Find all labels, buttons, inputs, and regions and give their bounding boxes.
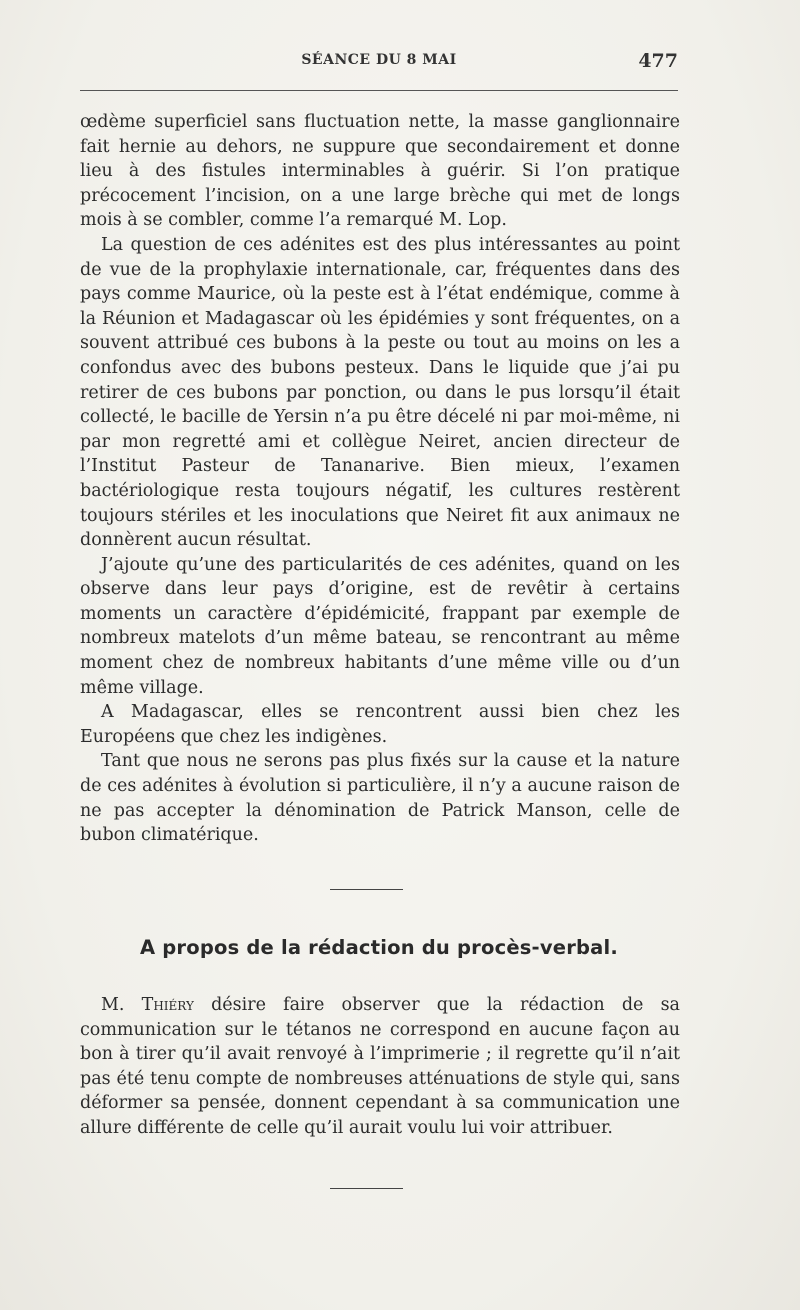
speaker-name: M. Thiéry [101,995,194,1015]
section-divider [330,889,403,890]
paragraph [80,993,680,1141]
paragraph: œdème superficiel sans fluctuation nette, la masse ganglionnaire fait hernie au dehors, ne suppure que secondairement et donne lieu à des fistules interminables à guérir. Si l’on pratique précocement l’incision, on a une large brèche qui met de longs mois à se combler, comme l’a remarqué M. Lop. [80,112,680,231]
paragraph: La question de ces adénites est des plus intéressantes au point de vue de la prophylaxie internationale, car, fréquentes dans des pays comme Maurice, où la peste est à l’état endémique, comme à la Réunion et Madagascar où les épidémies y sont fréquentes, on a souvent attribué ces bubons à la peste ou tout au moins on les a confondus avec des bubons pesteux. Dans le liquide que j’ai pu retirer de ces bubons par ponction, ou dans le pus lorsqu’il était collecté, le bacille de Yersin n’a pu être décelé ni par moi-même, ni par mon regretté ami et collègue Neiret, ancien directeur de l’Institut Pasteur de Tananarive. Bien mieux, l’examen bactériologique resta toujours négatif, les cultures restèrent toujours stériles et les inoculations que Neiret fit aux animaux ne donnèrent aucun résultat. [80,234,680,551]
paragraph: Tant que nous ne serons pas plus fixés sur la cause et la nature de ces adénites à évolution si particulière, il n’y a aucune raison de ne pas accepter la dénomination de Patrick Manson, celle de bubon climatérique. [80,751,680,846]
section-body [80,993,680,1141]
end-divider [330,1188,403,1189]
paragraph: A Madagascar, elles se rencontrent aussi bien chez les Européens que chez les indigènes. [80,702,680,747]
paragraph: J’ajoute qu’une des particularités de ces adénites, quand on les observe dans leur pays d’origine, est de revêtir à certains moments un caractère d’épidémicité, frappant par exemple de nombreux matelots d’un même bateau, se rencontrant au même moment chez de nombreux habitants d’une même ville ou d’un même village. [80,554,680,698]
page-number: 477 [638,50,678,72]
header-rule [80,90,678,91]
paragraph-text: désire faire observer que la rédaction de sa communication sur le tétanos ne correspond en aucune façon au bon à tirer qu’il avait renvoyé à l’imprimerie ; il regrette qu’il n’ait pas été tenu compte de nombreuses atténuations de style qui, sans déformer sa pensée, donnent cependant à sa communication une allure différente de celle qu’il aurait voulu lui voir attribuer. [80,995,680,1138]
section-heading: A propos de la rédaction du procès-verbal. [139,936,619,959]
running-title: SÉANCE DU 8 MAI [301,52,457,68]
running-head [80,50,678,74]
body-text [80,110,680,848]
